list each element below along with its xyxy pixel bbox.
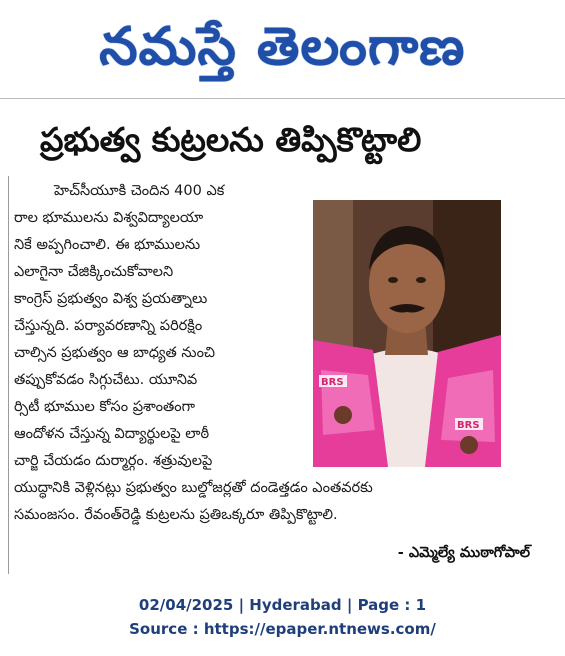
photo-badge-text: BRS <box>321 377 344 388</box>
article-line: ర్సిటీ భూముల కోసం ప్రశాంతంగా <box>14 399 195 415</box>
article-line: చాల్సిన ప్రభుత్వం ఆ బాధ్యత నుంచి <box>14 345 216 361</box>
masthead-divider <box>0 98 565 99</box>
article-line: చార్జి చేయడం దుర్మార్గం. శత్రువులపై <box>14 453 213 469</box>
footer-source-line: Source : https://epaper.ntnews.com/ <box>129 620 436 638</box>
article-line: కాంగ్రెస్ ప్రభుత్వం విశ్వ ప్రయత్నాలు <box>14 291 208 307</box>
column-rule <box>8 176 9 574</box>
portrait-photo <box>313 200 501 467</box>
article-line: రాల భూములను విశ్వవిద్యాలయా <box>14 210 204 226</box>
photo-badge-text: BRS <box>457 420 480 431</box>
article-line: యుద్ధానికి వెళ్లినట్లు ప్రభుత్వం బుల్డోజర్లతో దండెత్తడం ఎంతవరకు <box>14 480 373 496</box>
article-headline: ప్రభుత్వ కుట్రలను తిప్పికొట్టాలి <box>40 120 422 159</box>
masthead <box>0 4 565 90</box>
article-line: తప్పుకోవడం సిగ్గుచేటు. యూనివ <box>14 372 198 388</box>
portrait-illustration <box>313 200 501 467</box>
article-line: హెచ్‌సీయూకి చెందిన 400 ఎక <box>54 183 225 199</box>
masthead-title: నమస్తే తెలంగాణ <box>99 17 466 77</box>
article-line: చేస్తున్నది. పర్యావరణాన్ని పరిరక్షిం <box>14 318 203 334</box>
article-line: నికే అప్పగించాలి. ఈ భూములను <box>14 237 201 253</box>
article-signature: - ఎమ్మెల్యే ముఠాగోపాల్ <box>397 545 530 561</box>
article-line: ఎలాగైనా చేజిక్కించుకోవాలని <box>14 264 174 280</box>
article-line: సమంజసం. రేవంత్‌రెడ్డి కుట్రలను ప్రతిఒక్కరూ తిప్పికొట్టాలి. <box>14 507 338 523</box>
article-line: ఆందోళన చేస్తున్న విద్యార్థులపై లాఠీ <box>14 426 210 442</box>
footer-date-line: 02/04/2025 | Hyderabad | Page : 1 <box>138 596 427 614</box>
